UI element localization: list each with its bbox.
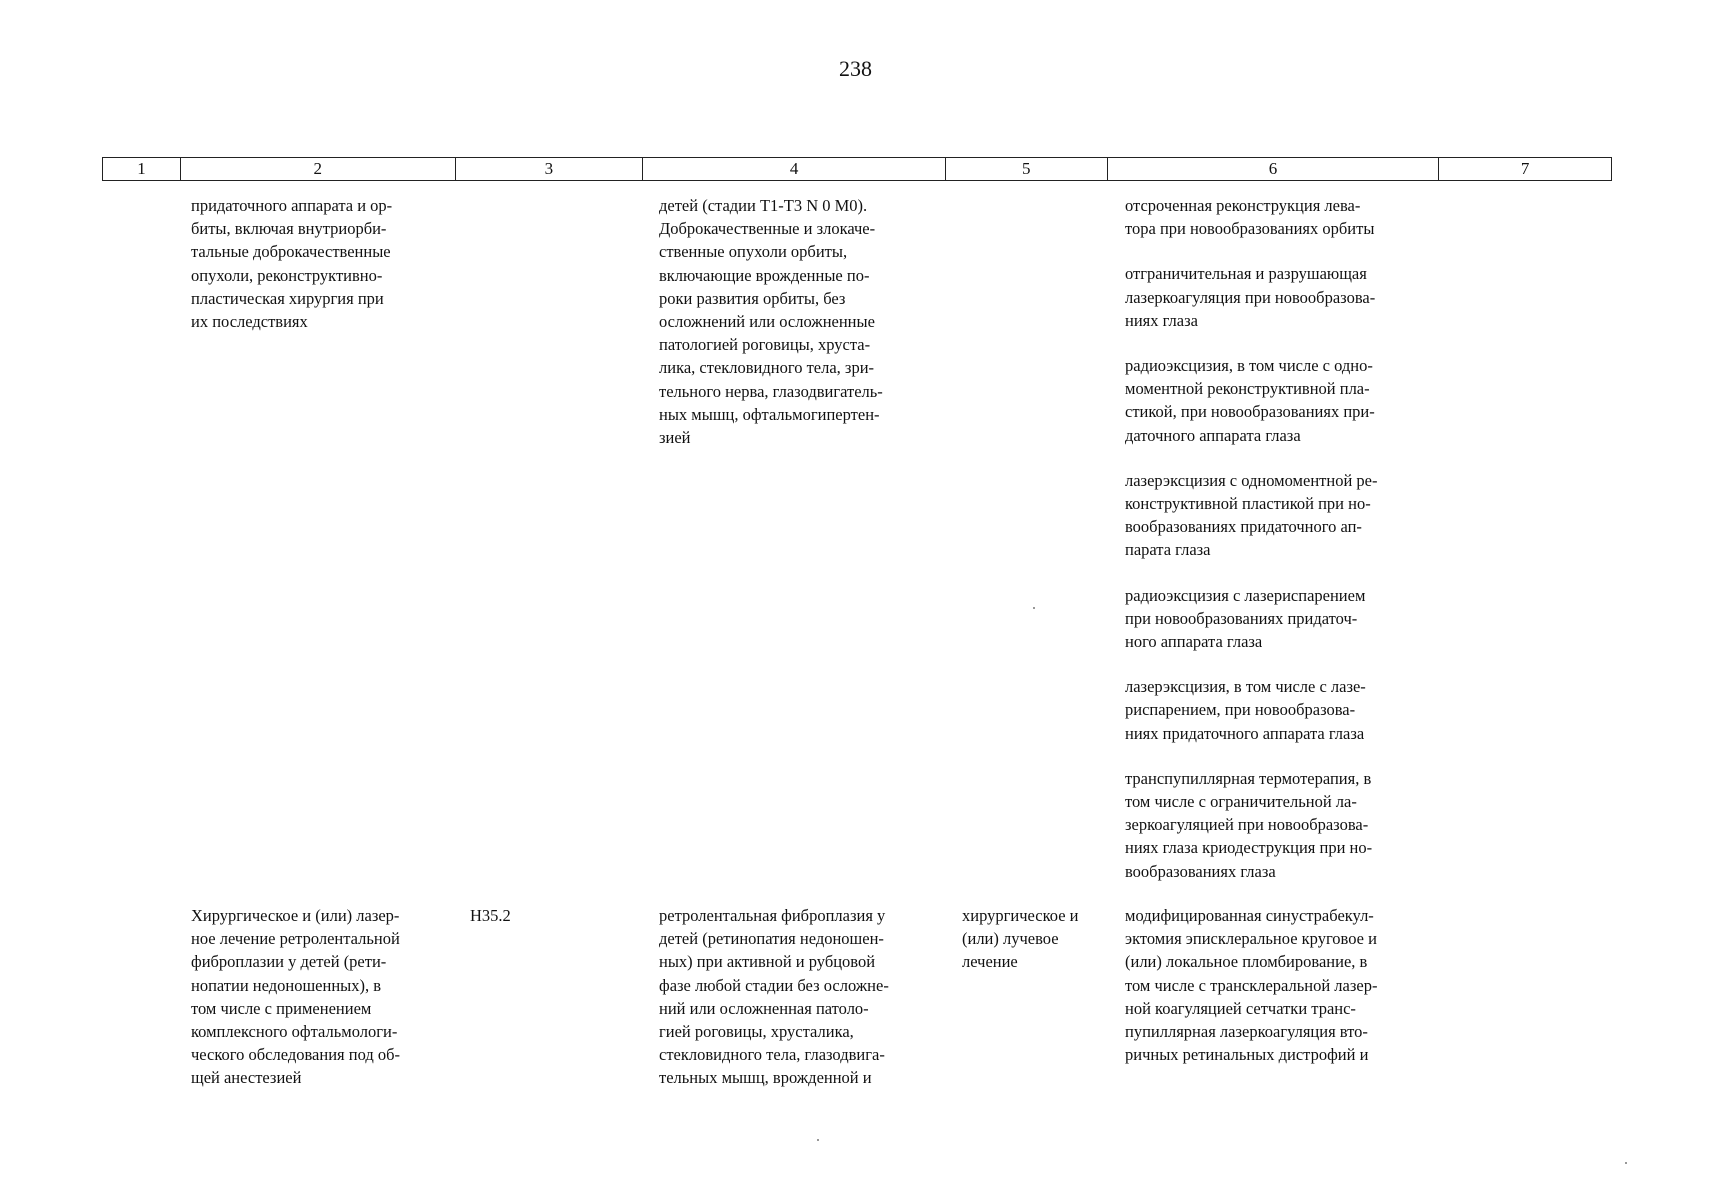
text-line: ческого обследования под об- — [191, 1045, 401, 1065]
text-line: хирургическое и — [962, 906, 1079, 925]
text-line: транспупиллярная термотерапия, в — [1125, 768, 1372, 788]
text-line: включающие врожденные по- — [659, 265, 870, 285]
text-line: отсроченная реконструкция лева- — [1125, 196, 1361, 215]
method-paragraph — [1125, 194, 1377, 240]
row2-col2-text — [191, 904, 400, 1090]
text-line: детей (ретинопатия недоношен- — [659, 929, 884, 949]
text-line: их последствиях — [191, 312, 308, 332]
text-line: ной коагуляцией сетчатки транс- — [1125, 998, 1356, 1018]
text-line: ниях глаза — [1125, 310, 1198, 330]
text-line: радиоэксцизия с лазериспарением — [1125, 585, 1366, 605]
text-line: моментной реконструктивной пла- — [1125, 379, 1370, 399]
text-line: роки развития орбиты, без — [659, 288, 846, 308]
text-line: лазерэксцизия с одномоментной ре- — [1125, 470, 1378, 490]
method-paragraph — [1125, 262, 1377, 332]
text-line: ретролентальная фиброплазия у — [659, 906, 886, 925]
text-line: лечение — [962, 952, 1018, 972]
text-line: ное лечение ретролентальной — [191, 929, 400, 949]
text-line: ственные опухоли орбиты, — [659, 242, 848, 262]
text-line: том числе с применением — [191, 998, 372, 1018]
header-col-1: 1 — [103, 158, 181, 180]
text-line: радиоэксцизия, в том числе с одно- — [1125, 356, 1373, 376]
row2-col5-text — [962, 904, 1078, 974]
header-col-5: 5 — [946, 158, 1108, 180]
text-line: Доброкачественные и злокаче- — [659, 219, 876, 239]
header-col-4: 4 — [643, 158, 946, 180]
row2-col3-code — [470, 904, 511, 927]
text-line: детей (стадии T1-T3 N 0 M0). — [659, 196, 868, 215]
text-line: пластическая хирургия при — [191, 288, 384, 308]
text-line: (или) локальное пломбирование, в — [1125, 952, 1368, 972]
text-line: зией — [659, 428, 691, 448]
text-line: фиброплазии у детей (рети- — [191, 952, 387, 972]
text-line: ных мышц, офтальмогипертен- — [659, 404, 880, 424]
text-line: ний или осложненная патоло- — [659, 998, 869, 1018]
row1-col2-text — [191, 194, 392, 333]
text-line: нопатии недоношенных), в — [191, 975, 382, 995]
table-header-row — [102, 157, 1612, 181]
text-line: стекловидного тела, глазодвига- — [659, 1045, 885, 1065]
method-paragraph — [1125, 767, 1377, 883]
text-line: даточного аппарата глаза — [1125, 425, 1301, 445]
method-paragraph — [1125, 584, 1377, 654]
header-col-7: 7 — [1520, 159, 1530, 178]
method-paragraph — [1125, 469, 1377, 562]
text-line: (или) лучевое — [962, 929, 1059, 949]
text-line: осложнений или осложненные — [659, 312, 875, 332]
text-line: вообразованиях придаточного ап- — [1125, 517, 1362, 537]
text-line: парата глаза — [1125, 540, 1211, 560]
scan-speck — [1033, 607, 1035, 609]
text-line: биты, включая внутриорби- — [191, 219, 387, 239]
header-col-3: 3 — [456, 158, 644, 180]
text-line: стикой, при новообразованиях при- — [1125, 402, 1375, 422]
text-line: при новообразованиях придаточ- — [1125, 608, 1358, 628]
text-line: риспарением, при новообразова- — [1125, 700, 1356, 720]
text-line: ниях глаза криодеструкция при но- — [1125, 838, 1373, 858]
text-line: ричных ретинальных дистрофий и — [1125, 1045, 1369, 1065]
text-line: придаточного аппарата и ор- — [191, 196, 393, 215]
scan-speck — [1625, 1162, 1627, 1164]
text-line: пупиллярная лазеркоагуляция вто- — [1125, 1022, 1368, 1042]
text-line: тора при новообразованиях орбиты — [1125, 219, 1375, 239]
header-col-2: 2 — [181, 158, 456, 180]
text-line: модифицированная синустрабекул- — [1125, 906, 1374, 925]
text-line: опухоли, реконструктивно- — [191, 265, 383, 285]
text-line: лика, стекловидного тела, зри- — [659, 358, 875, 378]
text-line: том числе с ограничительной ла- — [1125, 792, 1357, 812]
text-line: ниях придаточного аппарата глаза — [1125, 723, 1365, 743]
text-line: ных) при активной и рубцовой — [659, 952, 876, 972]
header-col-6: 6 — [1108, 158, 1440, 180]
text-line: патологией роговицы, хруста- — [659, 335, 871, 355]
text-line: Хирургическое и (или) лазер- — [191, 906, 400, 925]
text-line: конструктивной пластикой при но- — [1125, 494, 1371, 514]
text-line: лазеркоагуляция при новообразова- — [1125, 287, 1376, 307]
method-paragraph — [1125, 675, 1377, 745]
text-line: лазерэксцизия, в том числе с лазе- — [1125, 677, 1366, 697]
row1-col6-methods — [1125, 194, 1377, 883]
page-number: 238 — [839, 56, 872, 81]
text-line: гией роговицы, хрусталика, — [659, 1022, 854, 1042]
row2-col6-text — [1125, 904, 1377, 1066]
text-line: зеркоагуляцией при новообразова- — [1125, 815, 1369, 835]
text-line: вообразованиях глаза — [1125, 861, 1276, 881]
text-line: отграничительная и разрушающая — [1125, 264, 1367, 284]
text-line: комплексного офтальмологи- — [191, 1022, 398, 1042]
text-line: ного аппарата глаза — [1125, 632, 1263, 652]
text-line: щей анестезией — [191, 1068, 302, 1088]
text-line: том числе с трансклеральной лазер- — [1125, 975, 1378, 995]
text-line: тальные доброкачественные — [191, 242, 391, 262]
row1-col4-text — [659, 194, 883, 449]
text-line: тельных мышц, врожденной и — [659, 1068, 872, 1088]
text-line: фазе любой стадии без осложне- — [659, 975, 889, 995]
text-line: эктомия эписклеральное круговое и — [1125, 929, 1377, 949]
text-line: H35.2 — [470, 906, 511, 925]
method-paragraph — [1125, 354, 1377, 447]
row2-col4-text — [659, 904, 889, 1090]
text-line: тельного нерва, глазодвигатель- — [659, 381, 883, 401]
scan-speck — [817, 1139, 819, 1141]
